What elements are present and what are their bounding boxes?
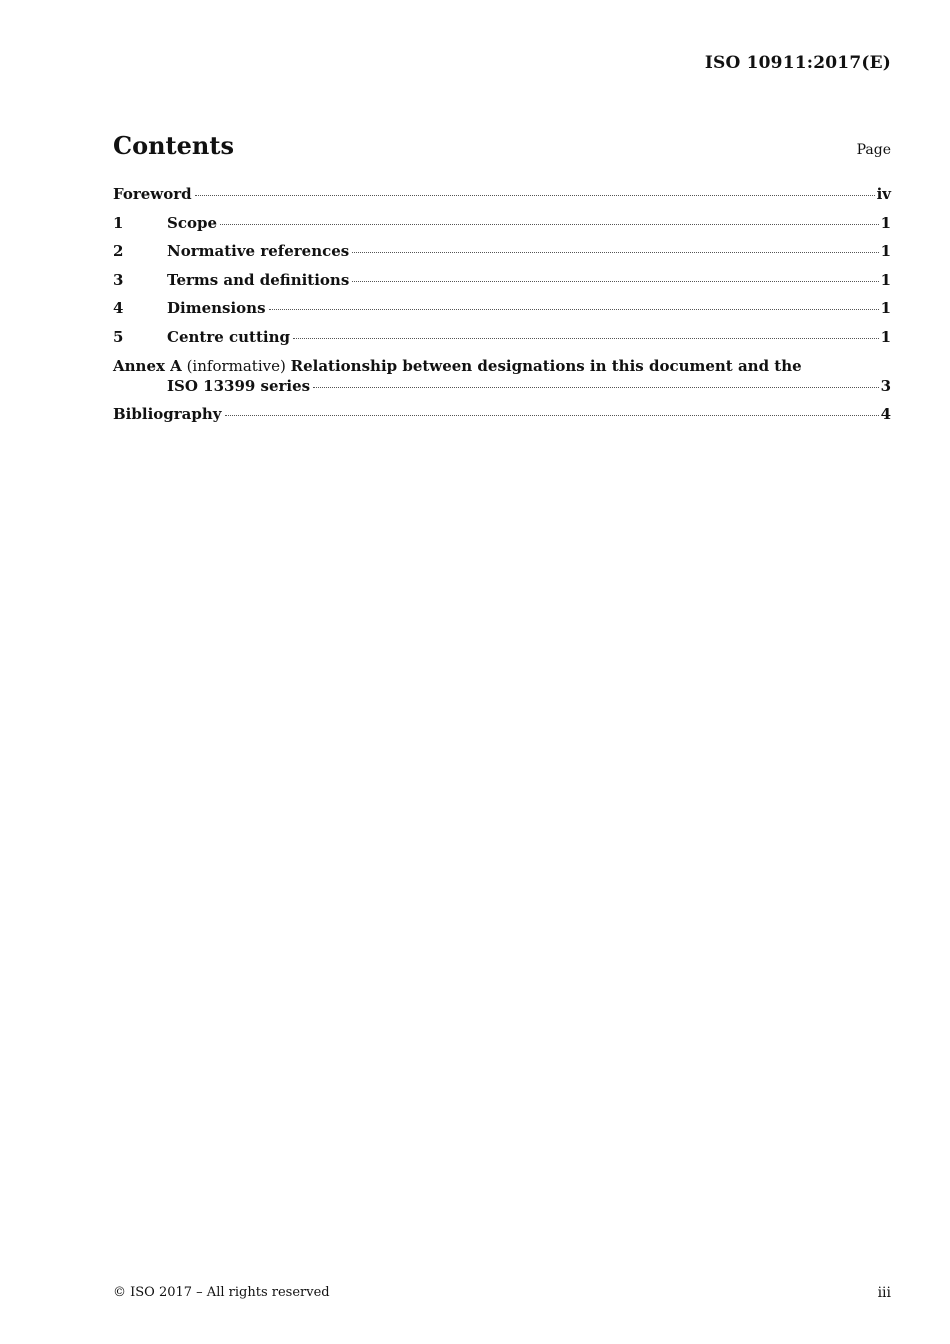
contents-heading: Contents: [113, 131, 234, 160]
table-of-contents: [113, 185, 891, 434]
page-number-footer: iii: [877, 1285, 891, 1301]
toc-entry-page[interactable]: 1: [880, 213, 891, 232]
toc-entry-number: 3: [113, 270, 124, 289]
toc-entry-clause-4[interactable]: [113, 299, 891, 328]
annex-label[interactable]: Annex A: [113, 357, 182, 375]
page-column-label: Page: [856, 142, 891, 158]
toc-entry-number: 5: [113, 327, 124, 346]
dot-leader: [352, 252, 878, 253]
toc-entry-title[interactable]: Foreword: [113, 185, 192, 203]
toc-entry-page[interactable]: iv: [876, 185, 891, 203]
toc-entry-clause-5[interactable]: [113, 328, 891, 357]
toc-entry-title[interactable]: Centre cutting: [167, 327, 290, 346]
annex-title-line1[interactable]: Relationship between designations in this document and the: [290, 357, 802, 375]
toc-entry-page[interactable]: 1: [880, 327, 891, 346]
toc-entry-title[interactable]: Scope: [167, 213, 218, 232]
toc-entry-page[interactable]: 1: [880, 270, 891, 289]
dot-leader: [313, 387, 878, 388]
toc-entry-page[interactable]: 3: [880, 377, 891, 395]
toc-entry-page[interactable]: 4: [880, 405, 891, 423]
toc-entry-title[interactable]: Dimensions: [167, 299, 266, 317]
toc-entry-page[interactable]: 1: [880, 299, 891, 317]
toc-entry-clause-2[interactable]: [113, 242, 891, 271]
dot-leader: [352, 281, 878, 282]
toc-entry-bibliography[interactable]: [113, 405, 891, 434]
toc-entry-title[interactable]: Bibliography: [113, 405, 222, 423]
toc-entry-number: 1: [113, 213, 124, 232]
annex-title-line2[interactable]: ISO 13399 series: [167, 377, 311, 395]
dot-leader: [225, 415, 879, 416]
toc-entry-page[interactable]: 1: [880, 242, 891, 260]
toc-entry-clause-1[interactable]: [113, 214, 891, 243]
toc-entry-title[interactable]: Terms and definitions: [167, 270, 350, 289]
dot-leader: [195, 195, 875, 196]
copyright-footer: © ISO 2017 – All rights reserved: [113, 1285, 330, 1300]
toc-entry-number: 2: [113, 242, 124, 260]
toc-entry-number: 4: [113, 299, 124, 317]
dot-leader: [293, 338, 879, 339]
dot-leader: [220, 224, 879, 225]
document-id-header: ISO 10911:2017(E): [704, 53, 891, 73]
toc-entry-clause-3[interactable]: [113, 271, 891, 300]
toc-entry-foreword[interactable]: [113, 185, 891, 214]
toc-entry-annex-a[interactable]: [113, 356, 891, 405]
annex-qualifier: (informative): [186, 357, 286, 375]
dot-leader: [269, 309, 879, 310]
toc-entry-title[interactable]: Normative references: [167, 242, 350, 260]
